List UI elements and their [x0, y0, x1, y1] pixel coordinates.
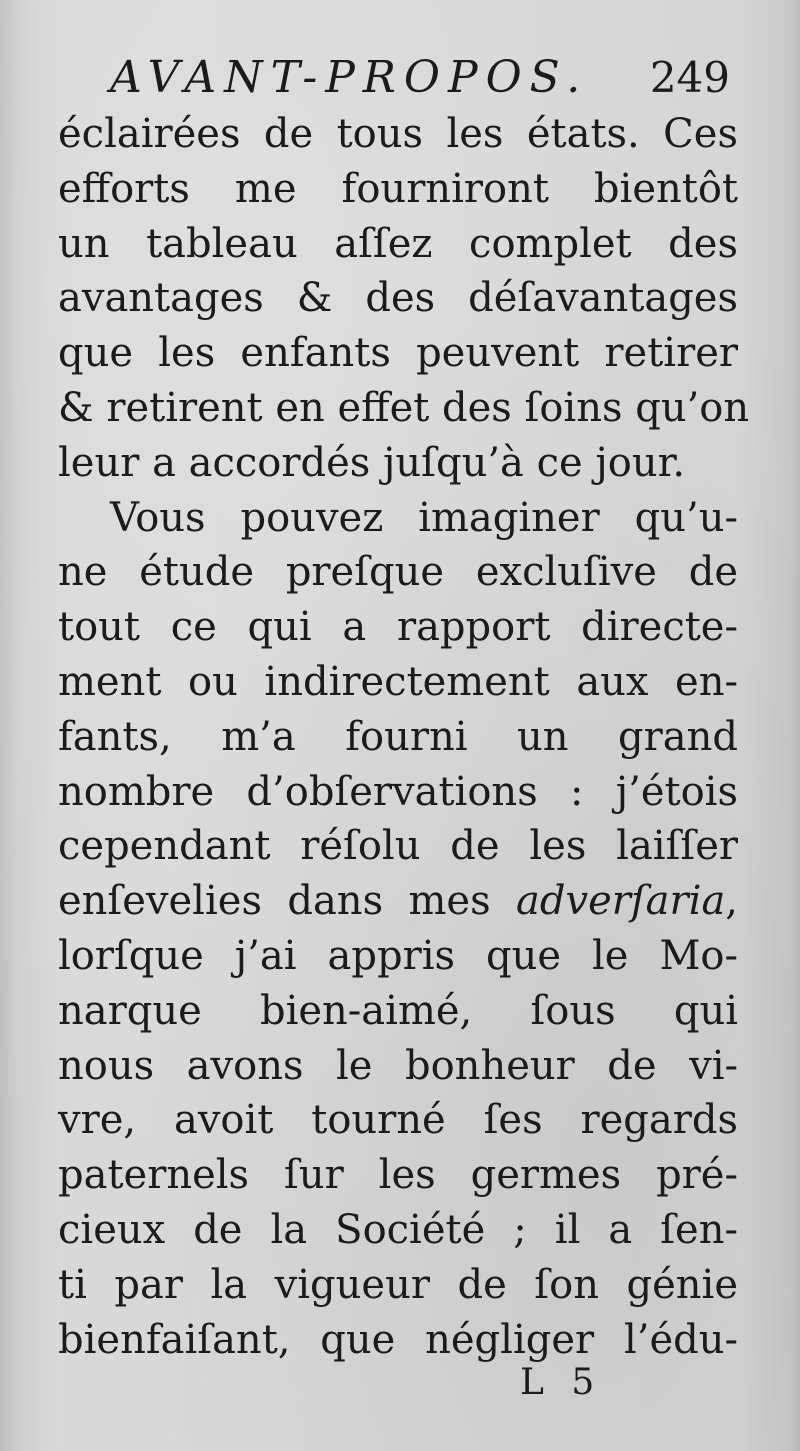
running-title: AVANT-PROPOS.	[110, 52, 589, 103]
text-line: paternels ſur les germes pré-	[58, 1152, 738, 1199]
signature-mark: L 5	[520, 1362, 603, 1403]
page-header	[110, 48, 730, 108]
text-line: fants, m’a fourni un grand	[58, 713, 738, 760]
text-line: avantages & des déſavantages	[58, 275, 738, 322]
text-line: cieux de la Société ; il a ſen-	[58, 1206, 738, 1253]
text-line-with-italic	[58, 874, 738, 929]
text-line: ment ou indirectement aux en-	[58, 658, 738, 705]
text-line: ti par la vigueur de ſon génie	[58, 1261, 738, 1308]
text-line: éclairées de tous les états. Ces	[58, 111, 738, 157]
page-number: 249	[649, 53, 730, 102]
text-line: efforts me fourniront bientôt	[58, 165, 738, 212]
text-line: que les enfants peuvent retirer	[58, 330, 738, 377]
text-line: narque bien-aimé, ſous qui	[58, 987, 738, 1034]
italic-word: adverſaria	[516, 878, 726, 925]
text-line-start: enſevelies dans mes	[58, 878, 491, 925]
text-line: ne étude preſque excluſive de	[58, 549, 738, 596]
text-line: lorſque j’ai appris que le Mo-	[58, 932, 738, 979]
text-line: tout ce qui a rapport directe-	[58, 604, 738, 651]
italic-word-suffix: ,	[725, 878, 739, 925]
text-line: & retirent en effet des ſoins qu’on	[58, 384, 750, 431]
text-line: vre, avoit tourné ſes regards	[58, 1097, 738, 1144]
paragraph-start-line: Vous pouvez imaginer qu’u-	[110, 494, 738, 541]
paragraph-end-line: leur a accordés juſqu’à ce jour.	[58, 439, 686, 486]
text-line: nombre d’obſervations : j’étois	[58, 768, 738, 815]
text-line: bienfaiſant, que négliger l’édu-	[58, 1316, 738, 1363]
body-text	[58, 107, 750, 1367]
text-line: un tableau aſſez complet des	[58, 220, 738, 267]
text-line: nous avons le bonheur de vi-	[58, 1042, 738, 1089]
text-line: cependant réſolu de les laiſſer	[58, 823, 738, 870]
